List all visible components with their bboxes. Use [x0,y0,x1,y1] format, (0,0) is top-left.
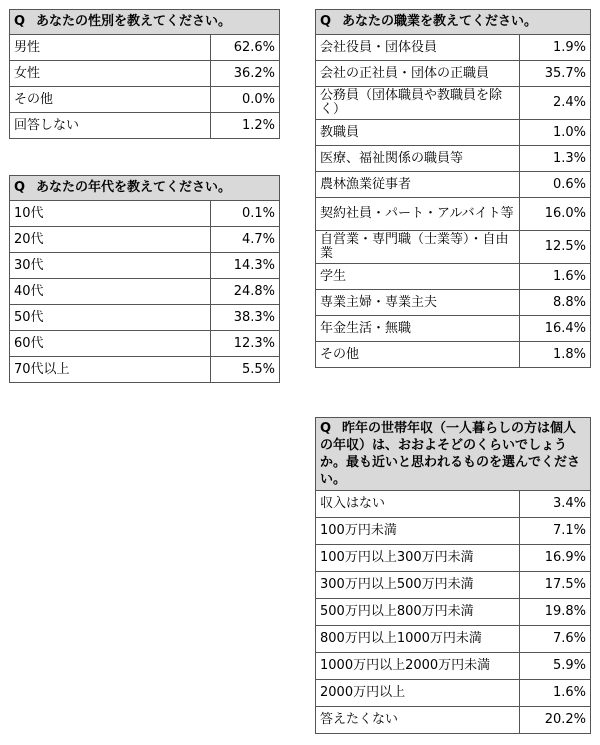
row-value: 5.5% [211,357,280,383]
gender-header-row [10,10,280,35]
row-label: 10代 [10,201,211,227]
table-row [316,87,591,120]
row-value: 16.9% [520,545,591,572]
table-row [10,61,280,87]
row-value: 12.5% [520,231,591,264]
row-value: 0.0% [211,87,280,113]
row-value: 1.9% [520,35,591,61]
age-question [10,176,280,201]
table-row [10,113,280,139]
row-label: 教職員 [316,120,520,146]
row-label: 学生 [316,264,520,290]
age-table [9,175,280,383]
row-label: 収入はない [316,491,520,518]
row-label: 2000万円以上 [316,680,520,707]
row-label: 男性 [10,35,211,61]
row-label: 専業主婦・専業主夫 [316,290,520,316]
row-value: 14.3% [211,253,280,279]
job-question-text: あなたの職業を教えてください。 [342,14,538,29]
row-label: 公務員（団体職員や教職員を除く） [316,87,520,120]
row-label: 答えたくない [316,707,520,734]
row-value: 24.8% [211,279,280,305]
table-row [316,172,591,198]
row-label: 農林漁業従事者 [316,172,520,198]
table-row [316,264,591,290]
table-row [10,331,280,357]
table-row [10,305,280,331]
table-row [10,357,280,383]
row-value: 7.6% [520,626,591,653]
table-row [316,146,591,172]
row-value: 7.1% [520,518,591,545]
row-value: 1.8% [520,342,591,368]
table-row [316,342,591,368]
table-row [10,279,280,305]
row-label: 50代 [10,305,211,331]
row-value: 5.9% [520,653,591,680]
row-label: 70代以上 [10,357,211,383]
table-row [316,231,591,264]
row-label: 800万円以上1000万円未満 [316,626,520,653]
row-value: 17.5% [520,572,591,599]
row-label: 100万円未満 [316,518,520,545]
row-label: 自営業・専門職（士業等）・自由業 [316,231,520,264]
question-mark: Q [14,180,26,195]
question-mark: Q [320,14,332,29]
row-label: 1000万円以上2000万円未満 [316,653,520,680]
table-row [316,518,591,545]
table-row [316,572,591,599]
row-value: 8.8% [520,290,591,316]
row-value: 4.7% [211,227,280,253]
row-label: 20代 [10,227,211,253]
row-value: 16.0% [520,198,591,231]
row-label: 医療、福祉関係の職員等 [316,146,520,172]
row-value: 0.1% [211,201,280,227]
job-question [316,10,591,35]
row-value: 1.0% [520,120,591,146]
table-row [316,653,591,680]
table-row [316,491,591,518]
row-value: 35.7% [520,61,591,87]
table-row [316,290,591,316]
table-row [10,35,280,61]
age-question-text: あなたの年代を教えてください。 [36,180,232,195]
table-row [316,599,591,626]
row-label: 40代 [10,279,211,305]
gender-question [10,10,280,35]
row-value: 2.4% [520,87,591,120]
table-row [316,61,591,87]
table-row [316,198,591,231]
row-label: 100万円以上300万円未満 [316,545,520,572]
table-row [316,545,591,572]
table-row [316,35,591,61]
job-table [315,9,591,368]
row-value: 1.3% [520,146,591,172]
table-row [316,680,591,707]
row-value: 1.6% [520,680,591,707]
table-row [316,120,591,146]
row-value: 0.6% [520,172,591,198]
table-row [10,227,280,253]
question-mark: Q [14,14,26,29]
gender-question-text: あなたの性別を教えてください。 [36,14,232,29]
income-header-row [316,418,591,491]
row-value: 3.4% [520,491,591,518]
row-label: 女性 [10,61,211,87]
table-row [316,626,591,653]
row-label: 30代 [10,253,211,279]
row-label: 会社役員・団体役員 [316,35,520,61]
row-value: 62.6% [211,35,280,61]
row-value: 19.8% [520,599,591,626]
row-label: 会社の正社員・団体の正職員 [316,61,520,87]
row-label: 契約社員・パート・アルバイト等 [316,198,520,231]
row-label: その他 [10,87,211,113]
row-value: 16.4% [520,316,591,342]
income-question-text: 昨年の世帯年収（一人暮らしの方は個人の年収）は、おおよそどのくらいでしょうか。最も近いと思われるものを選んでください。 [320,421,581,487]
question-mark: Q [320,421,332,436]
row-value: 12.3% [211,331,280,357]
row-label: 年金生活・無職 [316,316,520,342]
income-question [316,418,591,491]
row-label: 回答しない [10,113,211,139]
table-row [10,253,280,279]
row-label: 60代 [10,331,211,357]
table-row [316,707,591,734]
row-value: 1.6% [520,264,591,290]
table-row [10,201,280,227]
table-row [10,87,280,113]
age-header-row [10,176,280,201]
gender-table [9,9,280,139]
row-label: 300万円以上500万円未満 [316,572,520,599]
row-value: 36.2% [211,61,280,87]
income-table [315,417,591,734]
table-row [316,316,591,342]
row-label: その他 [316,342,520,368]
job-header-row [316,10,591,35]
row-label: 500万円以上800万円未満 [316,599,520,626]
row-value: 1.2% [211,113,280,139]
row-value: 38.3% [211,305,280,331]
row-value: 20.2% [520,707,591,734]
